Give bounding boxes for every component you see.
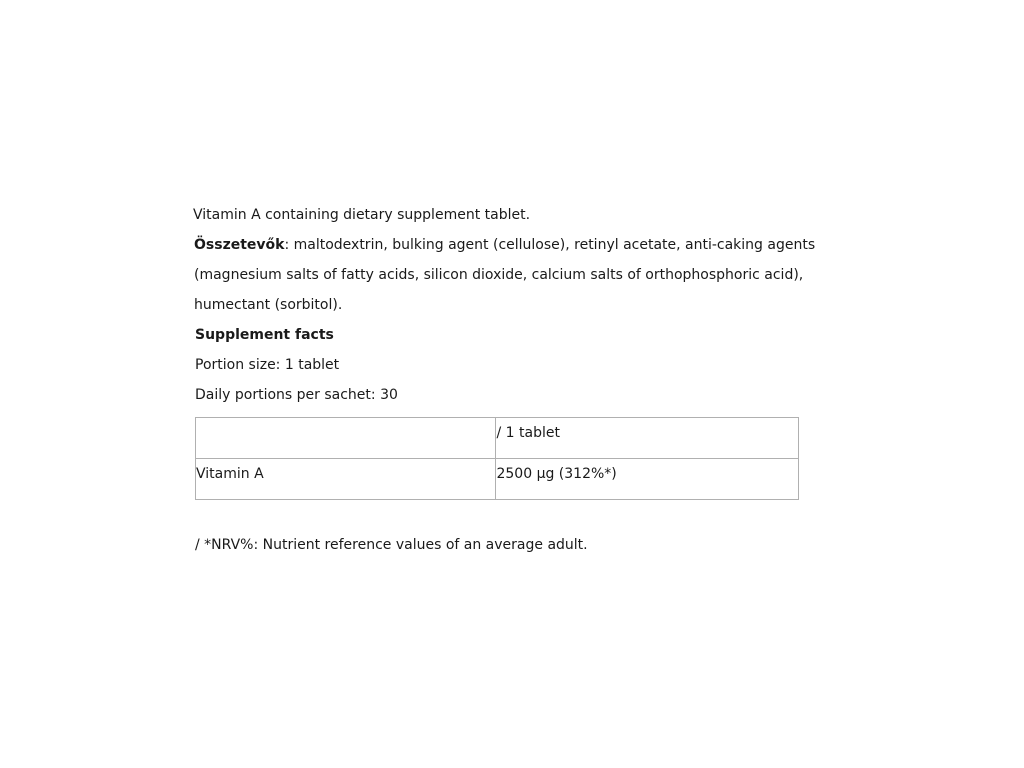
- table-header-cell: [196, 418, 496, 459]
- intro-text: Vitamin A containing dietary supplement tablet.: [193, 207, 531, 223]
- table-cell-nutrient: Vitamin A: [196, 459, 496, 500]
- daily-portions: Daily portions per sachet: 30: [195, 387, 398, 403]
- ingredients-text-1: : maltodextrin, bulking agent (cellulose), retinyl acetate, anti-caking agents: [284, 237, 816, 253]
- portion-size: Portion size: 1 tablet: [195, 357, 340, 373]
- supplement-facts-table: [195, 417, 799, 500]
- product-description: [193, 200, 833, 560]
- nrv-footnote: / *NRV%: Nutrient reference values of an average adult.: [195, 537, 588, 553]
- ingredients-line-2: (magnesium salts of fatty acids, silicon dioxide, calcium salts of orthophosphoric acid),: [194, 267, 804, 283]
- ingredients-line-3: humectant (sorbitol).: [194, 297, 343, 313]
- table-cell-amount: 2500 µg (312%*): [496, 459, 799, 500]
- table-row: [196, 459, 799, 500]
- ingredients-line-1: [193, 230, 833, 260]
- table-header-cell: / 1 tablet: [496, 418, 799, 459]
- supplement-facts-heading: Supplement facts: [195, 327, 334, 343]
- table-header-row: [196, 418, 799, 459]
- ingredients-label: Összetevők: [194, 237, 285, 253]
